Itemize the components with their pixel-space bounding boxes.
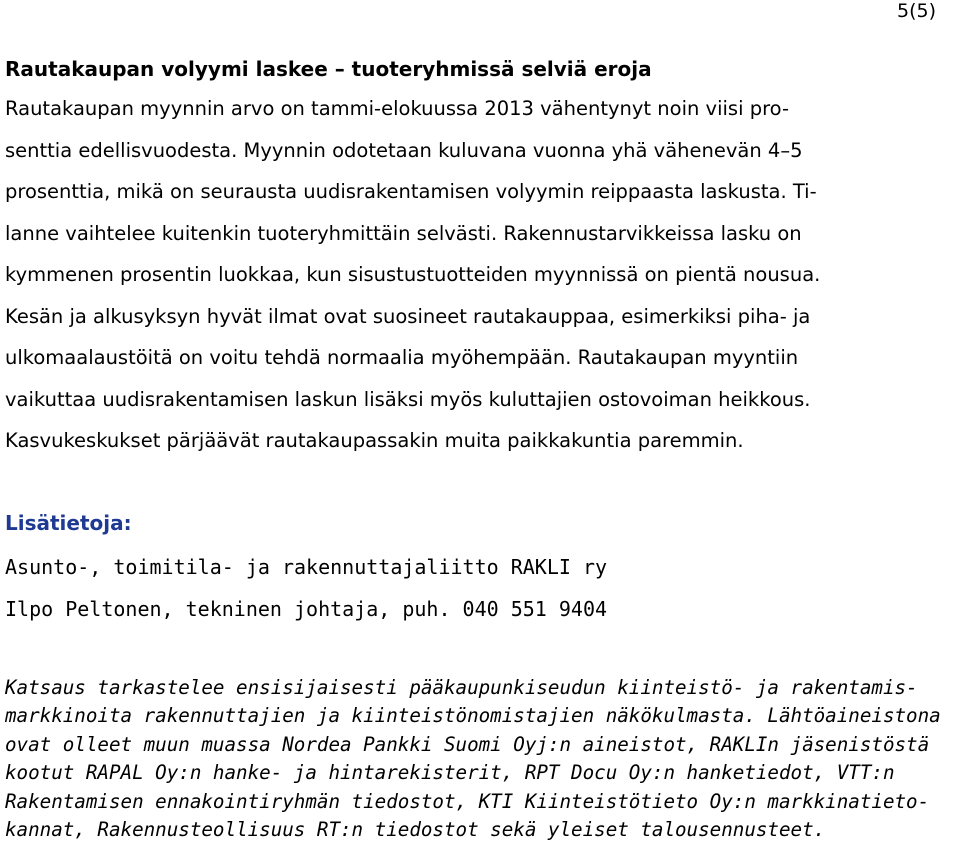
body-line: prosenttia, mikä on seurausta uudisrakentamisen volyymin reippaasta laskusta. Ti- bbox=[5, 180, 817, 203]
contact-person: Ilpo Peltonen, tekninen johtaja, puh. 040 551 9404 bbox=[5, 597, 608, 621]
source-note bbox=[5, 674, 941, 844]
body-line: Rautakaupan myynnin arvo on tammi-elokuussa 2013 vähentynyt noin viisi pro- bbox=[5, 97, 789, 120]
body-line: Kesän ja alkusyksyn hyvät ilmat ovat suosineet rautakauppaa, esimerkiksi piha- ja bbox=[5, 304, 811, 328]
article-heading: Rautakaupan volyymi laskee – tuoteryhmissä selviä eroja bbox=[5, 57, 652, 81]
body-line: lanne vaihtelee kuitenkin tuoteryhmittäin selvästi. Rakennustarvikkeissa lasku on bbox=[5, 221, 802, 245]
body-line: kymmenen prosentin luokkaa, kun sisustustuotteiden myynnissä on pientä nousua. bbox=[5, 263, 821, 286]
source-note-line: kannat, Rakennusteollisuus RT:n tiedostot sekä yleiset talousennusteet. bbox=[5, 817, 826, 841]
source-note-line: Katsaus tarkastelee ensisijaisesti pääkaupunkiseudun kiinteistö- ja rakentamis- bbox=[5, 676, 918, 699]
contact-organization: Asunto-, toimitila- ja rakennuttajaliitto RAKLI ry bbox=[5, 555, 608, 579]
page-number: 5(5) bbox=[896, 0, 936, 22]
source-note-line: ovat olleet muun muassa Nordea Pankki Suomi Oyj:n aineistot, RAKLIn jäsenistöstä bbox=[5, 732, 930, 756]
contact-info bbox=[5, 546, 607, 630]
body-line: senttia edellisvuodesta. Myynnin odotetaan kuluvana vuonna yhä vähenevän 4–5 bbox=[5, 138, 803, 162]
body-line: vaikuttaa uudisrakentamisen laskun lisäksi myös kuluttajien ostovoiman heikkous. bbox=[5, 387, 811, 411]
body-line: Kasvukeskukset pärjäävät rautakaupassakin muita paikkakuntia paremmin. bbox=[5, 429, 744, 452]
source-note-line: markkinoita rakennuttajien ja kiinteistönomistajien näkökulmasta. Lähtöaineistona bbox=[5, 704, 941, 728]
source-note-line: kootut RAPAL Oy:n hanke- ja hintarekisterit, RPT Docu Oy:n hanketiedot, VTT:n bbox=[5, 761, 895, 785]
source-note-line: Rakentamisen ennakointiryhmän tiedostot, KTI Kiinteistötieto Oy:n markkinatieto- bbox=[5, 789, 930, 813]
info-heading: Lisätietoja: bbox=[5, 511, 132, 535]
article-body bbox=[5, 88, 820, 462]
body-line: ulkomaalaustöitä on voitu tehdä normaalia myöhempään. Rautakaupan myyntiin bbox=[5, 346, 799, 369]
